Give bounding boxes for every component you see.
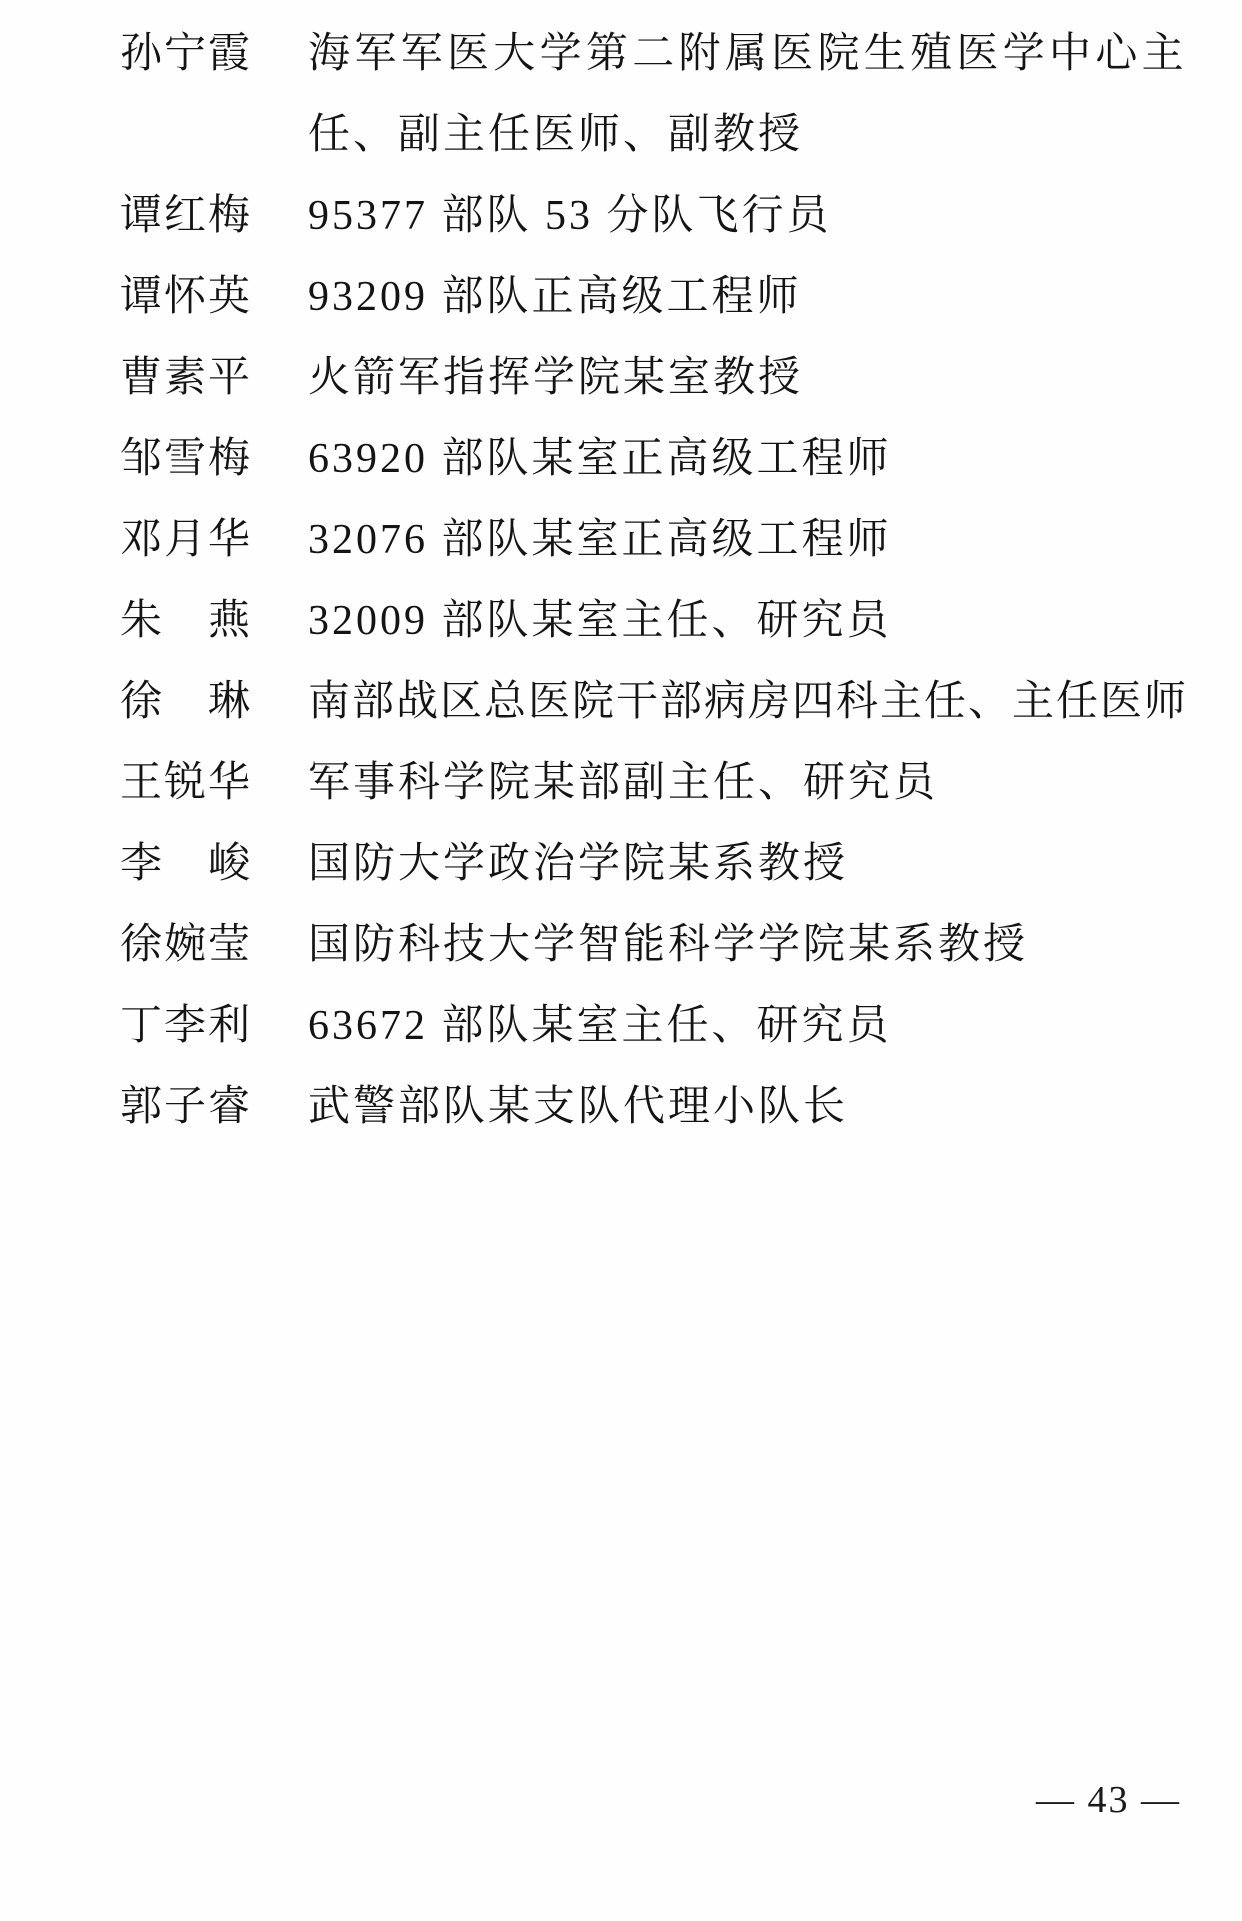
person-title — [308, 824, 1188, 905]
title-line: 93209 部队正高级工程师 — [308, 274, 802, 320]
title-line: 32009 部队某室主任、研究员 — [308, 598, 892, 644]
title-line: 军事科学院某部副主任、研究员 — [308, 760, 939, 806]
person-title — [308, 14, 1188, 176]
roster-row — [120, 14, 1188, 176]
person-title — [308, 500, 1188, 581]
title-line: 95377 部队 53 分队飞行员 — [308, 193, 832, 239]
roster-row — [120, 176, 1188, 257]
person-name: 邹雪梅 — [120, 436, 250, 482]
person-title — [308, 176, 1188, 257]
person-name: 郭子睿 — [120, 1084, 250, 1130]
roster-row — [120, 1067, 1188, 1148]
person-name: 谭怀英 — [120, 274, 250, 320]
person-title — [308, 743, 1188, 824]
person-title — [308, 419, 1188, 500]
person-name: 李峻 — [120, 841, 250, 887]
roster-row — [120, 419, 1188, 500]
roster-row — [120, 986, 1188, 1067]
person-title — [308, 338, 1188, 419]
person-title — [308, 581, 1188, 662]
roster-row — [120, 824, 1188, 905]
roster-row — [120, 257, 1188, 338]
title-line: 63920 部队某室正高级工程师 — [308, 436, 892, 482]
roster-row — [120, 338, 1188, 419]
person-name: 徐琳 — [120, 679, 250, 725]
roster-row — [120, 743, 1188, 824]
title-line: 63672 部队某室主任、研究员 — [308, 1003, 892, 1049]
person-name: 曹素平 — [120, 355, 250, 401]
person-name: 谭红梅 — [120, 193, 250, 239]
person-name: 王锐华 — [120, 760, 250, 806]
roster-row — [120, 500, 1188, 581]
title-line: 武警部队某支队代理小队长 — [308, 1084, 849, 1130]
page-number: — 43 — — [1036, 1779, 1181, 1821]
title-line: 国防科技大学智能科学学院某系教授 — [308, 922, 1029, 968]
person-name: 丁李利 — [120, 1003, 250, 1049]
person-title — [308, 662, 1188, 743]
person-title — [308, 1067, 1188, 1148]
person-title — [308, 986, 1188, 1067]
title-line: 任、副主任医师、副教授 — [308, 112, 804, 158]
person-name: 徐婉莹 — [120, 922, 250, 968]
person-name: 朱燕 — [120, 598, 250, 644]
title-line: 火箭军指挥学院某室教授 — [308, 355, 804, 401]
person-name: 孙宁霞 — [120, 31, 250, 77]
roster-list — [120, 14, 1188, 1148]
person-title — [308, 905, 1188, 986]
roster-row — [120, 905, 1188, 986]
title-line: 南部战区总医院干部病房四科主任、主任医师 — [308, 679, 1189, 725]
title-line: 海军军医大学第二附属医院生殖医学中心主 — [308, 31, 1189, 77]
person-title — [308, 257, 1188, 338]
person-name: 邓月华 — [120, 517, 250, 563]
roster-row — [120, 662, 1188, 743]
title-line: 32076 部队某室正高级工程师 — [308, 517, 892, 563]
title-line: 国防大学政治学院某系教授 — [308, 841, 849, 887]
roster-row — [120, 581, 1188, 662]
